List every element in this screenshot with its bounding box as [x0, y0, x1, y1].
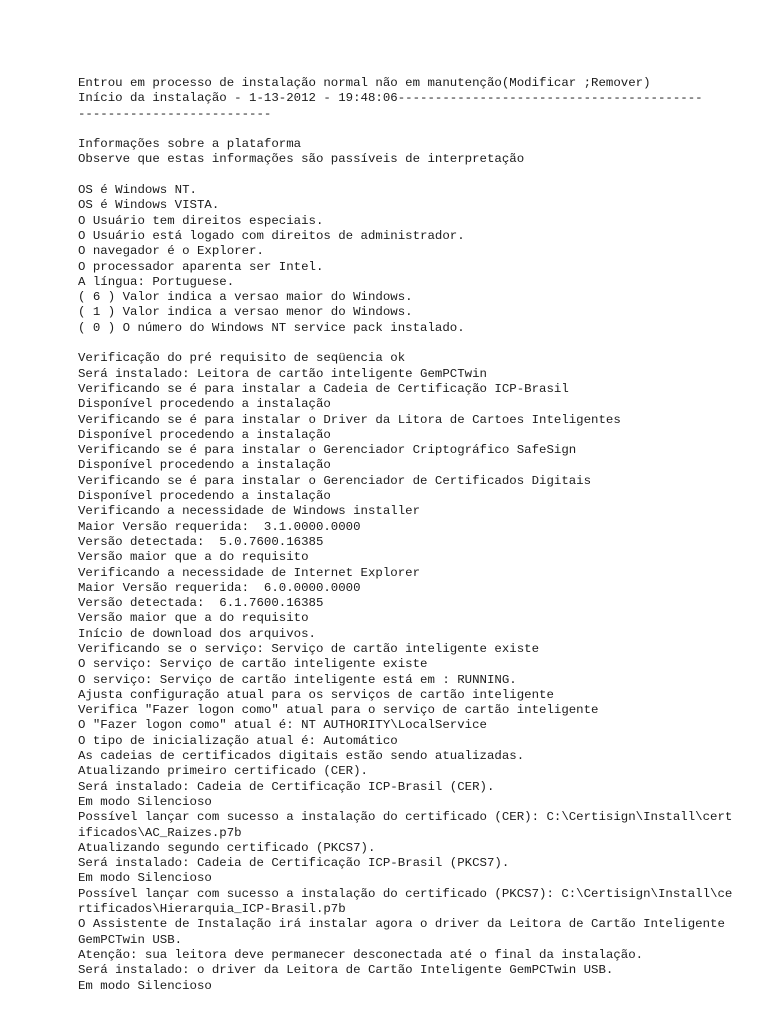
installation-log — [78, 76, 758, 994]
log-line: Em modo Silencioso — [78, 978, 212, 993]
log-line: O navegador é o Explorer. — [78, 244, 264, 259]
log-line: Início de download dos arquivos. — [78, 626, 316, 641]
blank-line — [78, 122, 758, 137]
log-line: O "Fazer logon como" atual é: NT AUTHORITY\LocalService — [78, 718, 487, 733]
log-line: Versão maior que a do requisito — [78, 611, 309, 626]
log-line: Maior Versão requerida: 6.0.0000.0000 — [78, 580, 361, 595]
log-line: Em modo Silencioso — [78, 794, 212, 809]
log-line: Verificando a necessidade de Windows installer — [78, 504, 421, 519]
log-line: Versão detectada: 6.1.7600.16385 — [78, 596, 324, 611]
log-line: Verificando se o serviço: Serviço de cartão inteligente existe — [78, 641, 540, 656]
log-line: O Usuário está logado com direitos de administrador. — [78, 228, 465, 243]
log-line: O serviço: Serviço de cartão inteligente está em : RUNNING. — [78, 672, 517, 687]
log-line: OS é Windows NT. — [78, 183, 197, 198]
log-line: OS é Windows VISTA. — [78, 198, 220, 213]
log-system-section — [78, 183, 758, 336]
log-line: GemPCTwin USB. — [78, 932, 183, 947]
log-line: ( 0 ) O número do Windows NT service pack instalado. — [78, 320, 465, 335]
log-line: ificados\AC_Raizes.p7b — [78, 825, 242, 840]
log-line: As cadeias de certificados digitais estão sendo atualizadas. — [78, 749, 525, 764]
log-line: Versão maior que a do requisito — [78, 550, 309, 565]
log-line: Atenção: sua leitora deve permanecer desconectada até o final da instalação. — [78, 947, 644, 962]
log-line: Possível lançar com sucesso a instalação do certificado (PKCS7): C:\Certisign\Install\ce — [78, 886, 733, 901]
log-line: Será instalado: Leitora de cartão inteligente GemPCTwin — [78, 366, 487, 381]
log-line: Atualizando segundo certificado (PKCS7). — [78, 840, 376, 855]
log-line: Verificação do pré requisito de seqüencia ok — [78, 351, 406, 366]
log-header-section — [78, 76, 758, 122]
log-line: Versão detectada: 5.0.7600.16385 — [78, 534, 324, 549]
log-line: Disponível procedendo a instalação — [78, 489, 331, 504]
log-line: O Usuário tem direitos especiais. — [78, 213, 324, 228]
log-line: Ajusta configuração atual para os serviços de cartão inteligente — [78, 687, 554, 702]
log-line: Maior Versão requerida: 3.1.0000.0000 — [78, 519, 361, 534]
log-line: A língua: Portuguese. — [78, 274, 235, 289]
log-line: rtificados\Hierarquia_ICP-Brasil.p7b — [78, 902, 346, 917]
log-line: ( 1 ) Valor indica a versao menor do Windows. — [78, 305, 413, 320]
log-line: Será instalado: Cadeia de Certificação ICP-Brasil (CER). — [78, 779, 495, 794]
log-line: Em modo Silencioso — [78, 871, 212, 886]
log-line: Verificando se é para instalar o Driver da Litora de Cartoes Inteligentes — [78, 412, 621, 427]
blank-line — [78, 168, 758, 183]
log-line: Disponível procedendo a instalação — [78, 458, 331, 473]
log-line: ( 6 ) Valor indica a versao maior do Windows. — [78, 290, 413, 305]
log-line: Disponível procedendo a instalação — [78, 397, 331, 412]
log-line: Verificando a necessidade de Internet Explorer — [78, 565, 421, 580]
log-line: Início da instalação - 1-13-2012 - 19:48:06----------------------------------------- — [78, 91, 703, 106]
log-install-section — [78, 351, 758, 993]
log-line: Verificando se é para instalar a Cadeia de Certificação ICP-Brasil — [78, 381, 569, 396]
log-line: Será instalado: o driver da Leitora de Cartão Inteligente GemPCTwin USB. — [78, 963, 614, 978]
log-line: Disponível procedendo a instalação — [78, 427, 331, 442]
log-line: O tipo de inicialização atual é: Automático — [78, 733, 398, 748]
log-line: Entrou em processo de instalação normal não em manutenção(Modificar ;Remover) — [78, 76, 651, 90]
log-line: Observe que estas informações são passíveis de interpretação — [78, 152, 525, 167]
log-line: O processador aparenta ser Intel. — [78, 259, 324, 274]
log-line: Verificando se é para instalar o Gerenciador Criptográfico SafeSign — [78, 443, 577, 458]
log-line: Informações sobre a plataforma — [78, 137, 302, 152]
log-line: O Assistente de Instalação irá instalar agora o driver da Leitora de Cartão Inteligente — [78, 917, 725, 932]
blank-line — [78, 336, 758, 351]
log-line: -------------------------- — [78, 106, 272, 121]
log-line: O serviço: Serviço de cartão inteligente existe — [78, 657, 428, 672]
log-line: Verifica "Fazer logon como" atual para o serviço de cartão inteligente — [78, 703, 599, 718]
log-line: Verificando se é para instalar o Gerenciador de Certificados Digitais — [78, 473, 592, 488]
log-line: Possível lançar com sucesso a instalação do certificado (CER): C:\Certisign\Install\cert — [78, 810, 733, 825]
log-line: Será instalado: Cadeia de Certificação ICP-Brasil (PKCS7). — [78, 856, 510, 871]
log-line: Atualizando primeiro certificado (CER). — [78, 764, 368, 779]
log-platform-section — [78, 137, 758, 168]
